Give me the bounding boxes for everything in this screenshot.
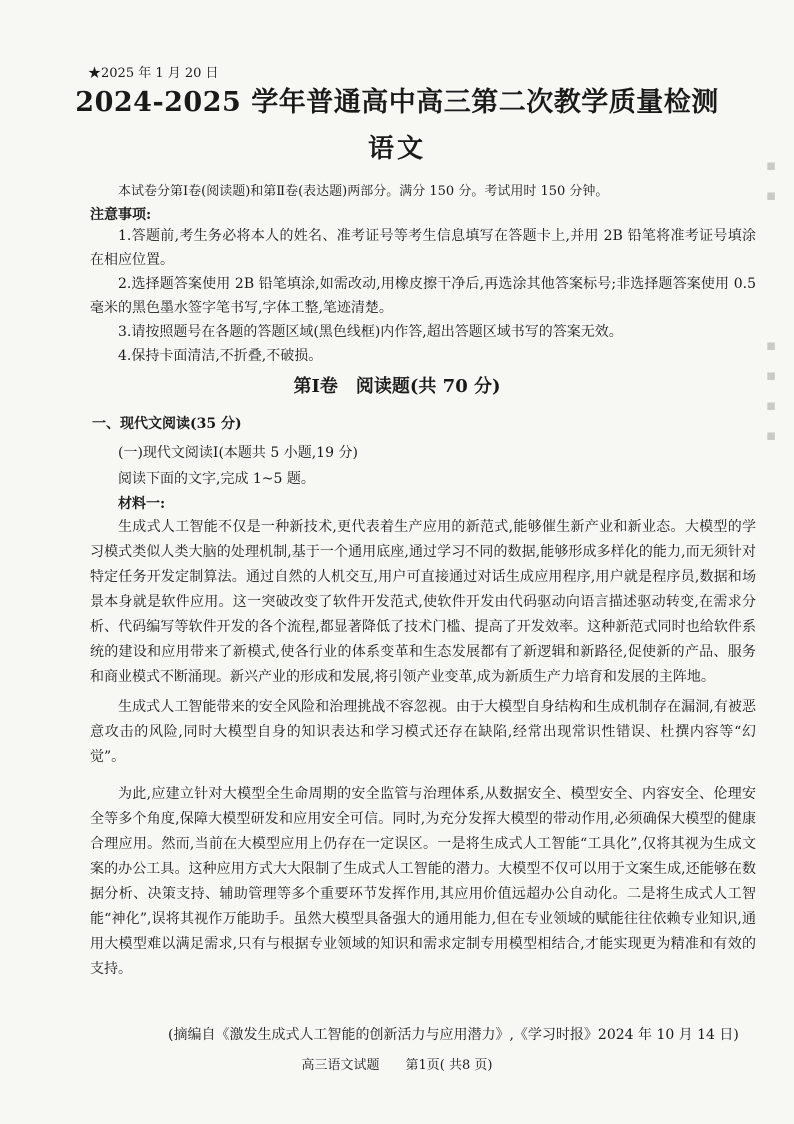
passage-paragraph: 生成式人工智能不仅是一种新技术,更代表着生产应用的新范式,能够催生新产业和新业态。大模型的学习模式类似人类大脑的处理机制,基于一个通用底座,通过学习不同的数据,能够形成多样化的能力,而无须针对特定任务开发定制算法。通过自然的人机交互,用户可直接通过对话生成应用程序,用户就是程序员,数据和场景本身就是软件应用。这一突破改变了软件开发范式,使软件开发由代码驱动向语言描述驱动转变,在需求分析、代码编写等软件开发的各个流程,都显著降低了技术门槛、提高了开发效率。这种新范式同时也给软件系统的建设和应用带来了新模式,使各行业的体系变革和生态发展都有了新逻辑和新路径,促使新的产品、服务和商业模式不断涌现。新兴产业的形成和发展,将引领产业变革,成为新质生产力培育和发展的主阵地。	[90, 519, 756, 685]
notice-item: 4.保持卡面清洁,不折叠,不破损。	[118, 348, 323, 364]
exam-intro: 本试卷分第Ⅰ卷(阅读题)和第Ⅱ卷(表达题)两部分。满分 150 分。考试用时 150 分钟。	[118, 184, 609, 199]
reading-instruction: 阅读下面的文字,完成 1~5 题。	[118, 471, 315, 487]
notice-item: 2.选择题答案使用 2B 铅笔填涂,如需改动,用橡皮擦干净后,再选涂其他答案标号;非选择题答案使用 0.5 毫米的黑色墨水签字笔书写,字体工整,笔迹清楚。	[90, 276, 756, 316]
bleed-through-marks: ▪ ▪ ▪ ▪ ▪ ▪	[765, 156, 777, 444]
exam-subject: 语文	[367, 134, 426, 164]
passage-body	[90, 515, 756, 982]
notice-item: 3.请按照题号在各题的答题区域(黑色线框)内作答,超出答题区域书写的答案无效。	[118, 324, 623, 340]
exam-title: 2024-2025 学年普通高中高三第二次教学质量检测	[75, 87, 719, 118]
passage-source: (摘编自《激发生成式人工智能的创新活力与应用潜力》,《学习时报》2024 年 10 月 14 日)	[168, 1027, 739, 1043]
section-title: 第Ⅰ卷 阅读题(共 70 分)	[293, 376, 501, 397]
notice-item: 1.答题前,考生务必将本人的姓名、准考证号等考生信息填写在答题卡上,并用 2B 铅笔将准考证号填涂在相应位置。	[90, 228, 756, 268]
part-heading: 一、现代文阅读(35 分)	[92, 416, 242, 432]
subpart-heading: (一)现代文阅读Ⅰ(本题共 5 小题,19 分)	[118, 445, 358, 461]
passage-paragraph: 为此,应建立针对大模型全生命周期的安全监管与治理体系,从数据安全、模型安全、内容安全、伦理安全等多个角度,保障大模型研发和应用安全可信。同时,为充分发挥大模型的带动作用,必须确保大模型的健康合理应用。然而,当前在大模型应用上仍存在一定误区。一是将生成式人工智能“工具化”,仅将其视为生成文案的办公工具。这种应用方式大大限制了生成式人工智能的潜力。大模型不仅可以用于文案生成,还能够在数据分析、决策支持、辅助管理等多个重要环节发挥作用,其应用价值远超办公自动化。二是将生成式人工智能“神化”,误将其视作万能助手。虽然大模型具备强大的通用能力,但在专业领域的赋能往往依赖专业知识,通用大模型难以满足需求,只有与根据专业领域的知识和需求定制专用模型相结合,才能实现更为精准和有效的支持。	[90, 786, 756, 977]
notice-list	[90, 224, 756, 368]
exam-date: ★2025 年 1 月 20 日	[88, 66, 219, 81]
page-footer: 高三语文试题 第1页( 共8 页)	[301, 1058, 493, 1073]
notice-title: 注意事项:	[90, 207, 152, 223]
material-label: 材料一:	[118, 496, 166, 512]
passage-paragraph: 生成式人工智能带来的安全风险和治理挑战不容忽视。由于大模型自身结构和生成机制存在漏洞,有被恶意攻击的风险,同时大模型自身的知识表达和学习模式还存在缺陷,经常出现常识性错误、杜撰内容等“幻觉”。	[90, 699, 756, 765]
